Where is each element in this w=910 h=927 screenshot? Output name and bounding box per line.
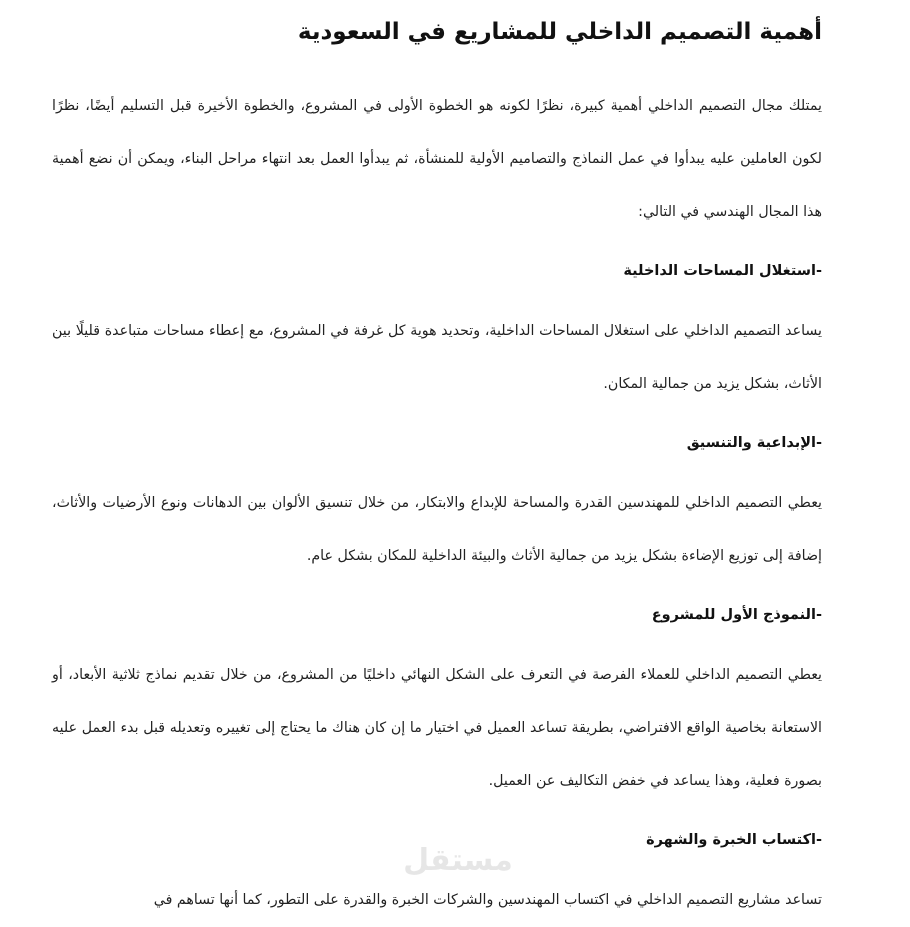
article-title: أهمية التصميم الداخلي للمشاريع في السعودية	[297, 19, 822, 45]
section-heading-interior-spaces: -استغلال المساحات الداخلية	[623, 263, 822, 279]
section-heading-creativity: -الإبداعية والتنسيق	[686, 435, 822, 451]
article	[52, 0, 822, 927]
section-heading-experience: -اكتساب الخبرة والشهرة	[646, 832, 822, 848]
svg-text:مستقل: مستقل	[403, 843, 513, 878]
intro-paragraph: يمتلك مجال التصميم الداخلي أهمية كبيرة، نظرًا لكونه هو الخطوة الأولى في المشروع، والخطوة الأخيرة قبل التسليم أيضًا، نظرًا لكون العاملين عليه يبدأوا في عمل النماذج والتصاميم الأولية للمنشأة، ثم يبدأوا العمل بعد انتهاء مراحل البناء، ويمكن أن نضع أهمية هذا المجال الهندسي في التالي:	[52, 98, 822, 220]
section-body-creativity: يعطي التصميم الداخلي للمهندسين القدرة والمساحة للإبداع والابتكار، من خلال تنسيق الألوان بين الدهانات ونوع الأرضيات والأثاث، إضافة إلى توزيع الإضاءة بشكل يزيد من جمالية الأثاث والبيئة الداخلية للمكان بشكل عام.	[52, 495, 822, 564]
section-heading-first-model: -النموذج الأول للمشروع	[651, 607, 822, 623]
section-body-experience: تساعد مشاريع التصميم الداخلي في اكتساب المهندسين والشركات الخبرة والقدرة على التطور، كما أنها تساهم في	[153, 892, 822, 908]
section-body-interior-spaces: يساعد التصميم الداخلي على استغلال المساحات الداخلية، وتحديد هوية كل غرفة في المشروع، مع إعطاء مساحات متباعدة قليلًا بين الأثاث، بشكل يزيد من جمالية المكان.	[52, 323, 822, 392]
section-body-first-model: يعطي التصميم الداخلي للعملاء الفرصة في التعرف على الشكل النهائي داخليًا من المشروع، من خلال تقديم نماذج ثلاثية الأبعاد، أو الاستعانة بخاصية الواقع الافتراضي، بطريقة تساعد العميل في اختيار ما إن كان هناك ما يحتاج إلى تغييره وتعديله قبل بدء العمل عليه بصورة فعلية، وهذا يساعد في خفض التكاليف عن العميل.	[52, 667, 822, 789]
